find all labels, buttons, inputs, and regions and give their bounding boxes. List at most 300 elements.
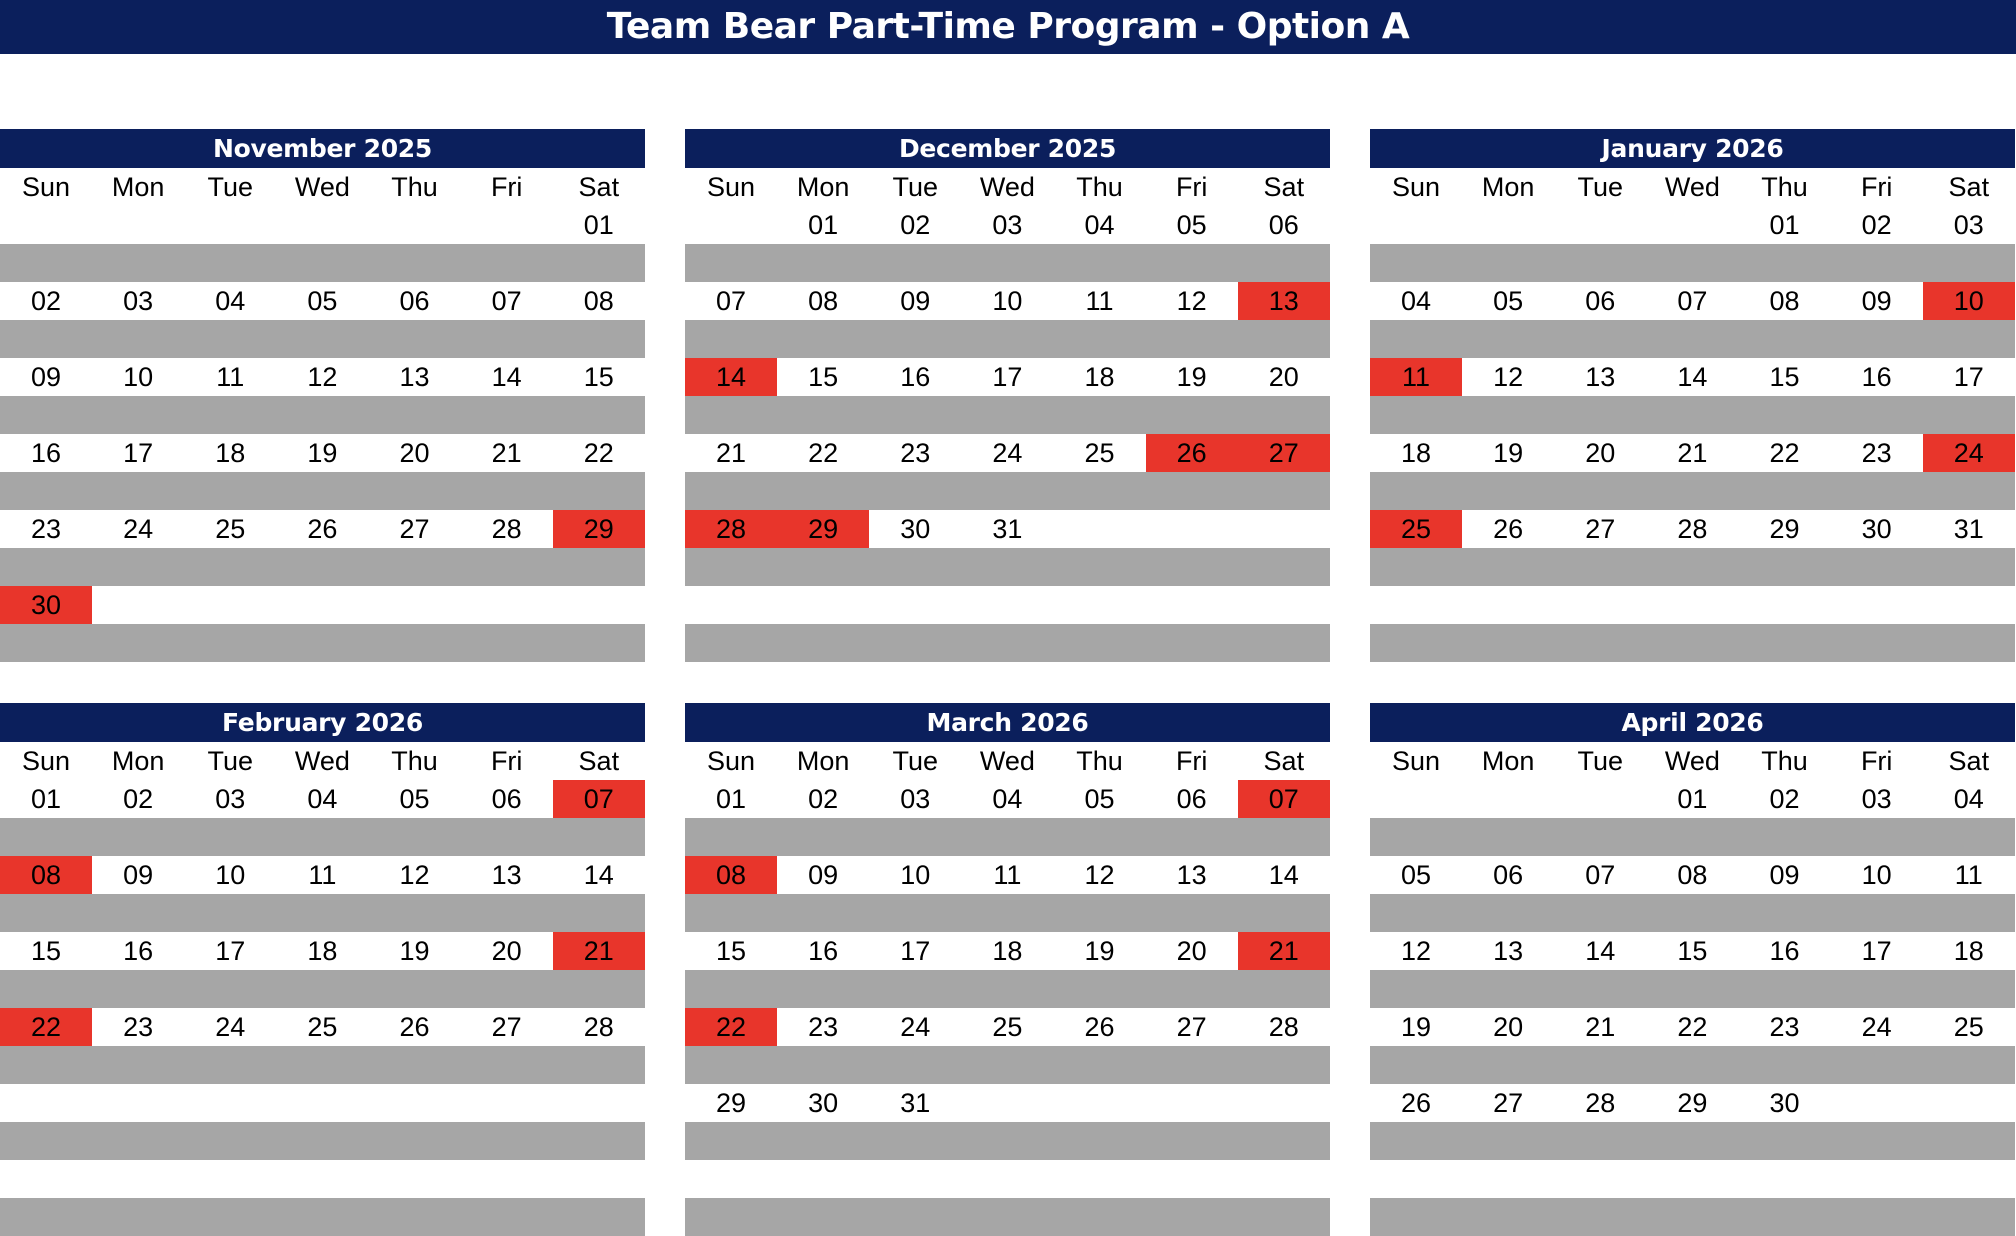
day-cell: 16 xyxy=(1769,936,1800,966)
weekday-label: Sat xyxy=(578,746,620,776)
day-cell: 24 xyxy=(123,514,154,544)
week-row xyxy=(1370,1008,2015,1046)
day-cell: 04 xyxy=(307,784,338,814)
day-cell: 08 xyxy=(1677,860,1708,890)
empty-day-cell xyxy=(276,586,368,624)
weekday-header-row xyxy=(685,168,1330,206)
empty-day-cell xyxy=(1554,586,1646,624)
week-row xyxy=(1370,434,2015,472)
weekday-label: Fri xyxy=(1175,172,1208,202)
day-cell: 26 xyxy=(1146,434,1238,472)
week-row xyxy=(685,206,1330,244)
day-cell: 16 xyxy=(808,936,839,966)
day-cell: 28 xyxy=(685,510,777,548)
day-cell: 05 xyxy=(399,784,430,814)
day-cell: 04 xyxy=(1401,286,1432,316)
day-cell: 10 xyxy=(1923,282,2015,320)
weekday-label: Thu xyxy=(391,746,438,776)
day-cell: 30 xyxy=(1861,514,1892,544)
day-cell: 16 xyxy=(31,438,62,468)
day-cell: 19 xyxy=(1084,936,1115,966)
weekday-label: Wed xyxy=(979,746,1035,776)
day-cell: 03 xyxy=(1953,210,1984,240)
month-title: April 2026 xyxy=(1370,703,2015,742)
weekday-label: Thu xyxy=(1761,746,1808,776)
notes-row xyxy=(685,472,1330,510)
day-cell: 28 xyxy=(583,1012,614,1042)
empty-day-cell xyxy=(0,1084,92,1122)
empty-day-cell xyxy=(685,206,777,244)
weekday-label: Tue xyxy=(1577,746,1624,776)
week-row xyxy=(1370,856,2015,894)
weekday-label: Tue xyxy=(207,746,254,776)
day-cell: 12 xyxy=(1176,286,1207,316)
day-cell: 15 xyxy=(1677,936,1708,966)
day-cell: 22 xyxy=(1769,438,1800,468)
day-cell: 28 xyxy=(1268,1012,1299,1042)
empty-day-cell xyxy=(1831,1084,1923,1122)
empty-day-cell xyxy=(1054,586,1146,624)
empty-day-cell xyxy=(184,1160,276,1198)
day-cell: 25 xyxy=(1953,1012,1984,1042)
day-cell: 02 xyxy=(1769,784,1800,814)
day-cell: 21 xyxy=(1677,438,1708,468)
weekday-label: Sun xyxy=(707,746,756,776)
day-cell: 21 xyxy=(1238,932,1330,970)
day-cell: 09 xyxy=(31,362,62,392)
day-cell: 11 xyxy=(1370,358,1462,396)
notes-row xyxy=(685,970,1330,1008)
weekday-label: Wed xyxy=(979,172,1035,202)
week-row xyxy=(685,780,1330,818)
week-row xyxy=(1370,932,2015,970)
weekday-header-row xyxy=(0,168,645,206)
day-cell: 07 xyxy=(553,780,645,818)
day-cell: 30 xyxy=(1769,1088,1800,1118)
day-cell: 19 xyxy=(1176,362,1207,392)
week-row xyxy=(1370,1160,2015,1198)
week-row xyxy=(0,206,645,244)
day-cell: 17 xyxy=(992,362,1023,392)
week-row xyxy=(0,1084,645,1122)
day-cell: 11 xyxy=(1954,860,1983,890)
notes-row xyxy=(1370,244,2015,282)
empty-day-cell xyxy=(1370,1160,1462,1198)
notes-row xyxy=(685,1198,1330,1236)
day-cell: 23 xyxy=(1769,1012,1800,1042)
month-title: February 2026 xyxy=(0,703,645,742)
day-cell: 11 xyxy=(308,860,337,890)
day-cell: 25 xyxy=(307,1012,338,1042)
day-cell: 28 xyxy=(1677,514,1708,544)
day-cell: 22 xyxy=(1677,1012,1708,1042)
month-calendar xyxy=(1370,129,2015,662)
day-cell: 25 xyxy=(992,1012,1023,1042)
notes-row xyxy=(1370,1122,2015,1160)
notes-row xyxy=(685,1122,1330,1160)
day-cell: 03 xyxy=(215,784,246,814)
empty-day-cell xyxy=(1370,206,1462,244)
day-cell: 03 xyxy=(123,286,154,316)
empty-day-cell xyxy=(1238,586,1330,624)
weekday-label: Mon xyxy=(796,172,850,202)
day-cell: 05 xyxy=(1493,286,1524,316)
empty-day-cell xyxy=(92,1084,184,1122)
weekday-label: Tue xyxy=(1577,172,1624,202)
day-cell: 29 xyxy=(777,510,869,548)
day-cell: 08 xyxy=(0,856,92,894)
day-cell: 04 xyxy=(992,784,1023,814)
month-title: January 2026 xyxy=(1370,129,2015,168)
day-cell: 13 xyxy=(1238,282,1330,320)
day-cell: 27 xyxy=(1238,434,1330,472)
notes-row xyxy=(685,396,1330,434)
empty-day-cell xyxy=(1831,586,1923,624)
day-cell: 15 xyxy=(31,936,62,966)
empty-day-cell xyxy=(184,206,276,244)
day-cell: 14 xyxy=(685,358,777,396)
day-cell: 26 xyxy=(1084,1012,1115,1042)
empty-day-cell xyxy=(1054,1160,1146,1198)
empty-day-cell xyxy=(369,1084,461,1122)
week-row xyxy=(685,856,1330,894)
day-cell: 27 xyxy=(1176,1012,1207,1042)
day-cell: 30 xyxy=(808,1088,839,1118)
notes-row xyxy=(0,1198,645,1236)
week-row xyxy=(1370,1084,2015,1122)
empty-day-cell xyxy=(1462,780,1554,818)
empty-day-cell xyxy=(553,1084,645,1122)
day-cell: 26 xyxy=(1401,1088,1432,1118)
notes-row xyxy=(1370,1046,2015,1084)
empty-day-cell xyxy=(1462,1160,1554,1198)
weekday-label: Fri xyxy=(1175,746,1208,776)
day-cell: 06 xyxy=(491,784,522,814)
day-cell: 31 xyxy=(900,1088,931,1118)
empty-day-cell xyxy=(1054,1084,1146,1122)
day-cell: 20 xyxy=(1585,438,1616,468)
day-cell: 02 xyxy=(1861,210,1892,240)
day-cell: 14 xyxy=(491,362,522,392)
day-cell: 17 xyxy=(900,936,931,966)
day-cell: 02 xyxy=(900,210,931,240)
day-cell: 04 xyxy=(1084,210,1115,240)
empty-day-cell xyxy=(1923,586,2015,624)
week-row xyxy=(1370,586,2015,624)
empty-day-cell xyxy=(461,586,553,624)
empty-day-cell xyxy=(1646,1160,1738,1198)
day-cell: 07 xyxy=(1677,286,1708,316)
day-cell: 10 xyxy=(215,860,246,890)
weekday-label: Sun xyxy=(22,746,71,776)
empty-day-cell xyxy=(92,1160,184,1198)
week-row xyxy=(0,434,645,472)
week-row xyxy=(0,856,645,894)
weekday-label: Sun xyxy=(22,172,71,202)
day-cell: 20 xyxy=(491,936,522,966)
week-row xyxy=(0,1160,645,1198)
empty-day-cell xyxy=(869,586,961,624)
notes-row xyxy=(0,548,645,586)
empty-day-cell xyxy=(961,1160,1053,1198)
empty-day-cell xyxy=(184,586,276,624)
empty-day-cell xyxy=(961,1084,1053,1122)
weekday-label: Mon xyxy=(111,172,165,202)
day-cell: 11 xyxy=(216,362,245,392)
empty-day-cell xyxy=(553,586,645,624)
empty-day-cell xyxy=(1146,1160,1238,1198)
empty-day-cell xyxy=(92,206,184,244)
weekday-header-row xyxy=(1370,168,2015,206)
empty-day-cell xyxy=(276,1084,368,1122)
day-cell: 23 xyxy=(31,514,62,544)
day-cell: 28 xyxy=(491,514,522,544)
notes-row xyxy=(0,1122,645,1160)
month-calendar xyxy=(685,129,1330,662)
week-row xyxy=(0,358,645,396)
weekday-label: Mon xyxy=(796,746,850,776)
empty-day-cell xyxy=(869,1160,961,1198)
day-cell: 30 xyxy=(900,514,931,544)
day-cell: 05 xyxy=(1176,210,1207,240)
day-cell: 22 xyxy=(808,438,839,468)
day-cell: 19 xyxy=(1493,438,1524,468)
day-cell: 10 xyxy=(123,362,154,392)
empty-day-cell xyxy=(276,206,368,244)
day-cell: 06 xyxy=(399,286,430,316)
day-cell: 08 xyxy=(685,856,777,894)
weekday-header-row xyxy=(1370,742,2015,780)
weekday-label: Wed xyxy=(1664,172,1720,202)
day-cell: 06 xyxy=(1493,860,1524,890)
week-row xyxy=(0,932,645,970)
empty-day-cell xyxy=(1238,1160,1330,1198)
notes-row xyxy=(0,472,645,510)
empty-day-cell xyxy=(461,1084,553,1122)
weekday-label: Thu xyxy=(1076,172,1123,202)
day-cell: 14 xyxy=(583,860,614,890)
week-row xyxy=(685,1084,1330,1122)
day-cell: 02 xyxy=(31,286,62,316)
day-cell: 27 xyxy=(1493,1088,1524,1118)
day-cell: 27 xyxy=(399,514,430,544)
notes-row xyxy=(685,320,1330,358)
weekday-label: Sun xyxy=(707,172,756,202)
month-title: March 2026 xyxy=(685,703,1330,742)
empty-day-cell xyxy=(276,1160,368,1198)
weekday-label: Tue xyxy=(892,746,939,776)
empty-day-cell xyxy=(461,1160,553,1198)
day-cell: 20 xyxy=(1176,936,1207,966)
day-cell: 02 xyxy=(123,784,154,814)
empty-day-cell xyxy=(1054,510,1146,548)
day-cell: 08 xyxy=(1769,286,1800,316)
weekday-label: Mon xyxy=(111,746,165,776)
notes-row xyxy=(1370,1198,2015,1236)
notes-row xyxy=(0,624,645,662)
day-cell: 01 xyxy=(808,210,839,240)
notes-row xyxy=(1370,624,2015,662)
day-cell: 09 xyxy=(1769,860,1800,890)
day-cell: 15 xyxy=(808,362,839,392)
weekday-header-row xyxy=(0,742,645,780)
day-cell: 07 xyxy=(1585,860,1616,890)
day-cell: 06 xyxy=(1585,286,1616,316)
day-cell: 10 xyxy=(900,860,931,890)
day-cell: 17 xyxy=(1861,936,1892,966)
day-cell: 05 xyxy=(1084,784,1115,814)
weekday-label: Wed xyxy=(1664,746,1720,776)
day-cell: 29 xyxy=(1769,514,1800,544)
week-row xyxy=(685,510,1330,548)
day-cell: 29 xyxy=(553,510,645,548)
day-cell: 09 xyxy=(1861,286,1892,316)
empty-day-cell xyxy=(0,206,92,244)
day-cell: 22 xyxy=(0,1008,92,1046)
empty-day-cell xyxy=(777,1160,869,1198)
day-cell: 04 xyxy=(1953,784,1984,814)
week-row xyxy=(1370,206,2015,244)
week-row xyxy=(685,586,1330,624)
day-cell: 19 xyxy=(399,936,430,966)
day-cell: 12 xyxy=(399,860,430,890)
week-row xyxy=(0,282,645,320)
day-cell: 14 xyxy=(1268,860,1299,890)
day-cell: 24 xyxy=(1861,1012,1892,1042)
day-cell: 29 xyxy=(1677,1088,1708,1118)
empty-day-cell xyxy=(1739,586,1831,624)
day-cell: 01 xyxy=(716,784,747,814)
day-cell: 23 xyxy=(900,438,931,468)
day-cell: 24 xyxy=(215,1012,246,1042)
day-cell: 17 xyxy=(123,438,154,468)
day-cell: 10 xyxy=(1861,860,1892,890)
notes-row xyxy=(1370,970,2015,1008)
empty-day-cell xyxy=(369,586,461,624)
notes-row xyxy=(0,818,645,856)
day-cell: 23 xyxy=(1861,438,1892,468)
weekday-label: Tue xyxy=(207,172,254,202)
notes-row xyxy=(685,624,1330,662)
day-cell: 18 xyxy=(1401,438,1432,468)
day-cell: 10 xyxy=(992,286,1023,316)
notes-row xyxy=(1370,894,2015,932)
day-cell: 18 xyxy=(1084,362,1115,392)
day-cell: 11 xyxy=(1085,286,1114,316)
day-cell: 17 xyxy=(215,936,246,966)
empty-day-cell xyxy=(1646,586,1738,624)
day-cell: 21 xyxy=(716,438,747,468)
day-cell: 27 xyxy=(491,1012,522,1042)
day-cell: 26 xyxy=(307,514,338,544)
day-cell: 14 xyxy=(1585,936,1616,966)
weekday-label: Thu xyxy=(1761,172,1808,202)
day-cell: 16 xyxy=(900,362,931,392)
empty-day-cell xyxy=(369,1160,461,1198)
day-cell: 19 xyxy=(307,438,338,468)
empty-day-cell xyxy=(92,586,184,624)
day-cell: 26 xyxy=(399,1012,430,1042)
day-cell: 17 xyxy=(1953,362,1984,392)
week-row xyxy=(685,1160,1330,1198)
empty-day-cell xyxy=(1646,206,1738,244)
day-cell: 28 xyxy=(1585,1088,1616,1118)
weekday-label: Tue xyxy=(892,172,939,202)
week-row xyxy=(1370,282,2015,320)
day-cell: 02 xyxy=(808,784,839,814)
day-cell: 12 xyxy=(1084,860,1115,890)
empty-day-cell xyxy=(1370,586,1462,624)
day-cell: 31 xyxy=(992,514,1023,544)
week-row xyxy=(0,510,645,548)
weekday-label: Wed xyxy=(294,746,350,776)
weekday-label: Fri xyxy=(1860,746,1893,776)
empty-day-cell xyxy=(777,586,869,624)
day-cell: 01 xyxy=(1677,784,1708,814)
notes-row xyxy=(1370,396,2015,434)
empty-day-cell xyxy=(1462,586,1554,624)
empty-day-cell xyxy=(1739,1160,1831,1198)
notes-row xyxy=(1370,818,2015,856)
day-cell: 15 xyxy=(1769,362,1800,392)
empty-day-cell xyxy=(1146,510,1238,548)
notes-row xyxy=(0,396,645,434)
day-cell: 03 xyxy=(1861,784,1892,814)
notes-row xyxy=(0,970,645,1008)
day-cell: 06 xyxy=(1268,210,1299,240)
empty-day-cell xyxy=(1923,1084,2015,1122)
day-cell: 06 xyxy=(1176,784,1207,814)
weekday-label: Sat xyxy=(1263,172,1305,202)
notes-row xyxy=(1370,320,2015,358)
day-cell: 07 xyxy=(716,286,747,316)
day-cell: 13 xyxy=(1493,936,1524,966)
day-cell: 20 xyxy=(1493,1012,1524,1042)
week-row xyxy=(1370,780,2015,818)
day-cell: 29 xyxy=(716,1088,747,1118)
day-cell: 27 xyxy=(1585,514,1616,544)
day-cell: 16 xyxy=(1861,362,1892,392)
day-cell: 24 xyxy=(900,1012,931,1042)
month-title: November 2025 xyxy=(0,129,645,168)
empty-day-cell xyxy=(1238,510,1330,548)
day-cell: 03 xyxy=(992,210,1023,240)
empty-day-cell xyxy=(461,206,553,244)
empty-day-cell xyxy=(1146,586,1238,624)
week-row xyxy=(685,1008,1330,1046)
notes-row xyxy=(685,1046,1330,1084)
day-cell: 23 xyxy=(123,1012,154,1042)
empty-day-cell xyxy=(0,1160,92,1198)
day-cell: 08 xyxy=(583,286,614,316)
week-row xyxy=(685,932,1330,970)
day-cell: 09 xyxy=(900,286,931,316)
day-cell: 14 xyxy=(1677,362,1708,392)
day-cell: 13 xyxy=(491,860,522,890)
weekday-label: Fri xyxy=(490,746,523,776)
notes-row xyxy=(0,244,645,282)
day-cell: 05 xyxy=(1401,860,1432,890)
empty-day-cell xyxy=(1554,780,1646,818)
day-cell: 22 xyxy=(685,1008,777,1046)
notes-row xyxy=(0,320,645,358)
empty-day-cell xyxy=(1554,1160,1646,1198)
day-cell: 24 xyxy=(992,438,1023,468)
day-cell: 09 xyxy=(123,860,154,890)
weekday-header-row xyxy=(685,742,1330,780)
day-cell: 21 xyxy=(491,438,522,468)
weekday-label: Fri xyxy=(490,172,523,202)
